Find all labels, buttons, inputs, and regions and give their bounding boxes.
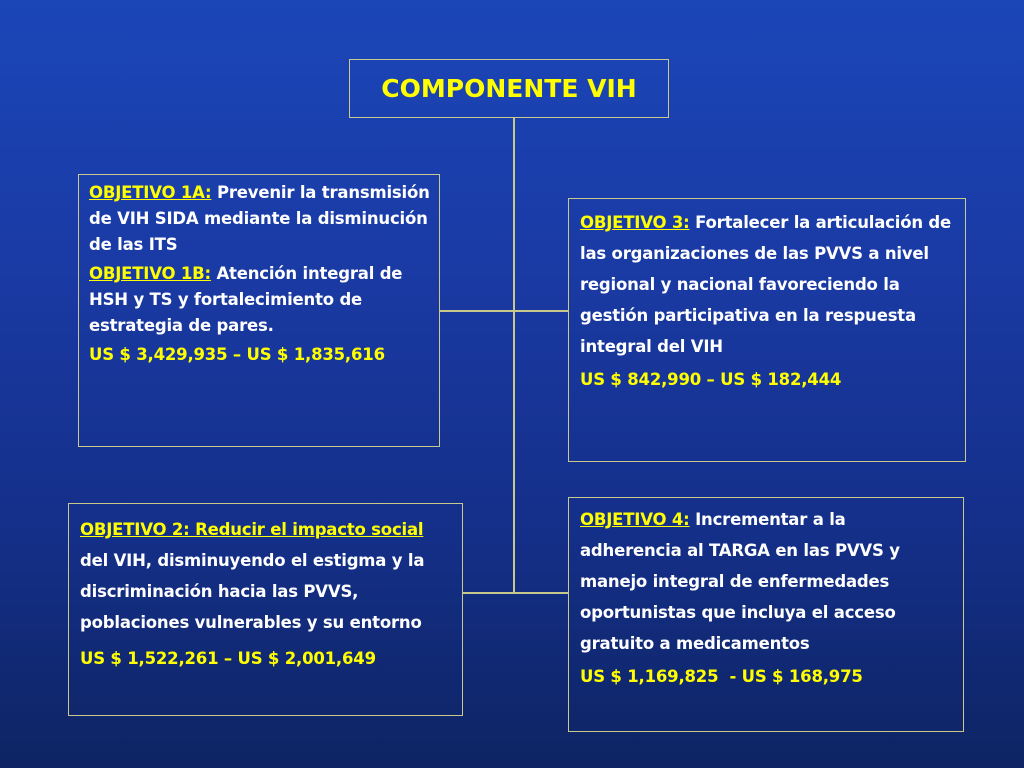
objetivo-1-amount: US $ 3,429,935 – US $ 1,835,616: [89, 345, 385, 364]
objetivo-3-paragraph: [580, 207, 953, 362]
objetivo-4-label: OBJETIVO 4:: [580, 510, 690, 529]
connector-vertical: [513, 118, 515, 593]
connector-objetivo-1: [440, 310, 514, 312]
connector-objetivo-4: [514, 592, 568, 594]
objetivo-2-amount: US $ 1,522,261 – US $ 2,001,649: [80, 649, 376, 668]
objetivo-1b-text: Atención integral de HSH y TS y fortalecimiento de estrategia de pares.: [89, 264, 403, 335]
objetivo-3-text: Fortalecer la articulación de las organizaciones de las PVVS a nivel regional y nacional favoreciendo la gestión participativa en la respuesta integral del VIH: [580, 213, 952, 356]
page-title: COMPONENTE VIH: [381, 73, 637, 103]
title-box: [349, 59, 669, 118]
objetivo-2-text: del VIH, disminuyendo el estigma y la discriminación hacia las PVVS, poblaciones vulnerables y su entorno: [80, 551, 425, 632]
objetivo-4-text: Incrementar a la adherencia al TARGA en las PVVS y manejo integral de enfermedades oportunistas que incluya el acceso gratuito a medicamentos: [580, 510, 900, 653]
objetivo-1a-paragraph: [89, 180, 430, 258]
objetivo-1a-label: OBJETIVO 1A:: [89, 183, 212, 202]
objetivo-4-amount: US $ 1,169,825 - US $ 168,975: [580, 667, 863, 686]
objetivo-4-paragraph: [580, 504, 951, 659]
objetivo-1b-paragraph: [89, 261, 430, 339]
objetivo-3-amount: US $ 842,990 – US $ 182,444: [580, 370, 842, 389]
objetivo-1-box: [78, 174, 440, 447]
objetivo-4-box: [568, 497, 964, 732]
connector-objetivo-3: [514, 310, 568, 312]
objetivo-3-label: OBJETIVO 3:: [580, 213, 690, 232]
connector-objetivo-2: [463, 592, 514, 594]
objetivo-1b-label: OBJETIVO 1B:: [89, 264, 211, 283]
objetivo-2-label: OBJETIVO 2: Reducir el impacto social: [80, 520, 424, 539]
objetivo-3-box: [568, 198, 966, 462]
objetivo-2-paragraph: [80, 514, 453, 638]
objetivo-2-box: [68, 503, 463, 716]
objetivo-1a-text: Prevenir la transmisión de VIH SIDA mediante la disminución de las ITS: [89, 183, 430, 254]
